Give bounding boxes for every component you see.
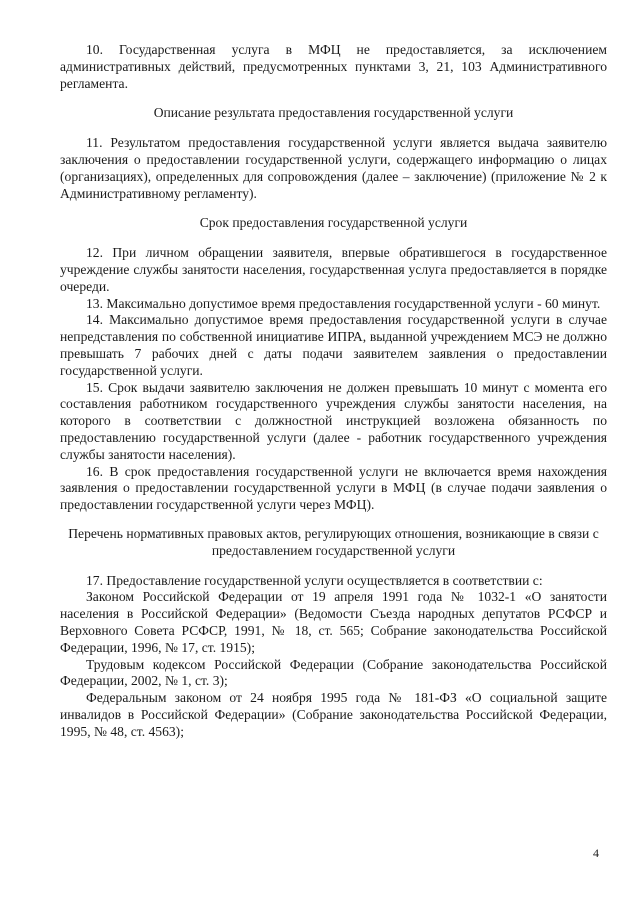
paragraph-17: 17. Предоставление государственной услуги осуществляется в соответствии с: xyxy=(86,572,543,588)
section-heading-term: Срок предоставления государственной услуги xyxy=(199,215,468,231)
law-item-labor-code: Трудовым кодексом Российской Федерации (Собрание законодательства Российской Федерации, 2002, № 1, ст. 3); xyxy=(60,656,607,689)
section-heading-result: Описание результата предоставления государственной услуги xyxy=(153,105,514,121)
paragraph-12: 12. При личном обращении заявителя, впервые обратившегося в государственное учреждение службы занятости населения, государственная услуга предоставляется в порядке очереди. xyxy=(60,245,607,294)
paragraph-14: 14. Максимально допустимое время предоставления государственной услуги в случае непредставления по собственной инициативе ИПРА, выданной учреждением МСЭ не должно превышать 7 рабочих дней с даты подачи заявителем заявления о предоставлении государственной услуги. xyxy=(60,312,607,378)
page-number: 4 xyxy=(593,846,599,860)
law-item-disability: Федеральным законом от 24 ноября 1995 года № 181-ФЗ «О социальной защите инвалидов в Российской Федерации» (Собрание законодательства Российской Федерации, 1995, № 48, ст. 4563); xyxy=(60,690,607,739)
paragraph-15: 15. Срок выдачи заявителю заключения не должен превышать 10 минут с момента его составления работником государственного учреждения службы занятости населения, на которого в соответствии с должностной инструкцией возложена обязанность по предоставлению государственной услуги (далее - работник государственного учреждения службы занятости населения). xyxy=(60,379,607,462)
law-item-employment: Законом Российской Федерации от 19 апреля 1991 года № 1032-1 «О занятости населения в Российской Федерации» (Ведомости Съезда народных депутатов РСФСР и Верховного Совета РСФСР, 1991, № 18, ст. 565; Собрание законодательства Российской Федерации, 1996, № 17, ст. 1915); xyxy=(60,589,607,655)
section-heading-legal-acts: Перечень нормативных правовых актов, регулирующих отношения, возникающие в связи с предоставлением государственной услуги xyxy=(68,525,599,558)
paragraph-13: 13. Максимально допустимое время предоставления государственной услуги - 60 минут. xyxy=(86,295,601,311)
document-body xyxy=(60,42,607,740)
paragraph-16: 16. В срок предоставления государственной услуги не включается время нахождения заявления о предоставлении государственной услуги в МФЦ (в случае подачи заявления о предоставлении государственной услуги через МФЦ). xyxy=(60,463,607,513)
paragraph-11: 11. Результатом предоставления государственной услуги является выдача заявителю заключения о предоставлении государственной услуги, содержащего информацию о лицах (организациях), определенных для сопровождения (далее – заключение) (приложение № 2 к Административному регламенту). xyxy=(60,135,607,201)
paragraph-10: 10. Государственная услуга в МФЦ не предоставляется, за исключением административных действий, предусмотренных пунктами 3, 21, 103 Административного регламента. xyxy=(60,42,607,91)
